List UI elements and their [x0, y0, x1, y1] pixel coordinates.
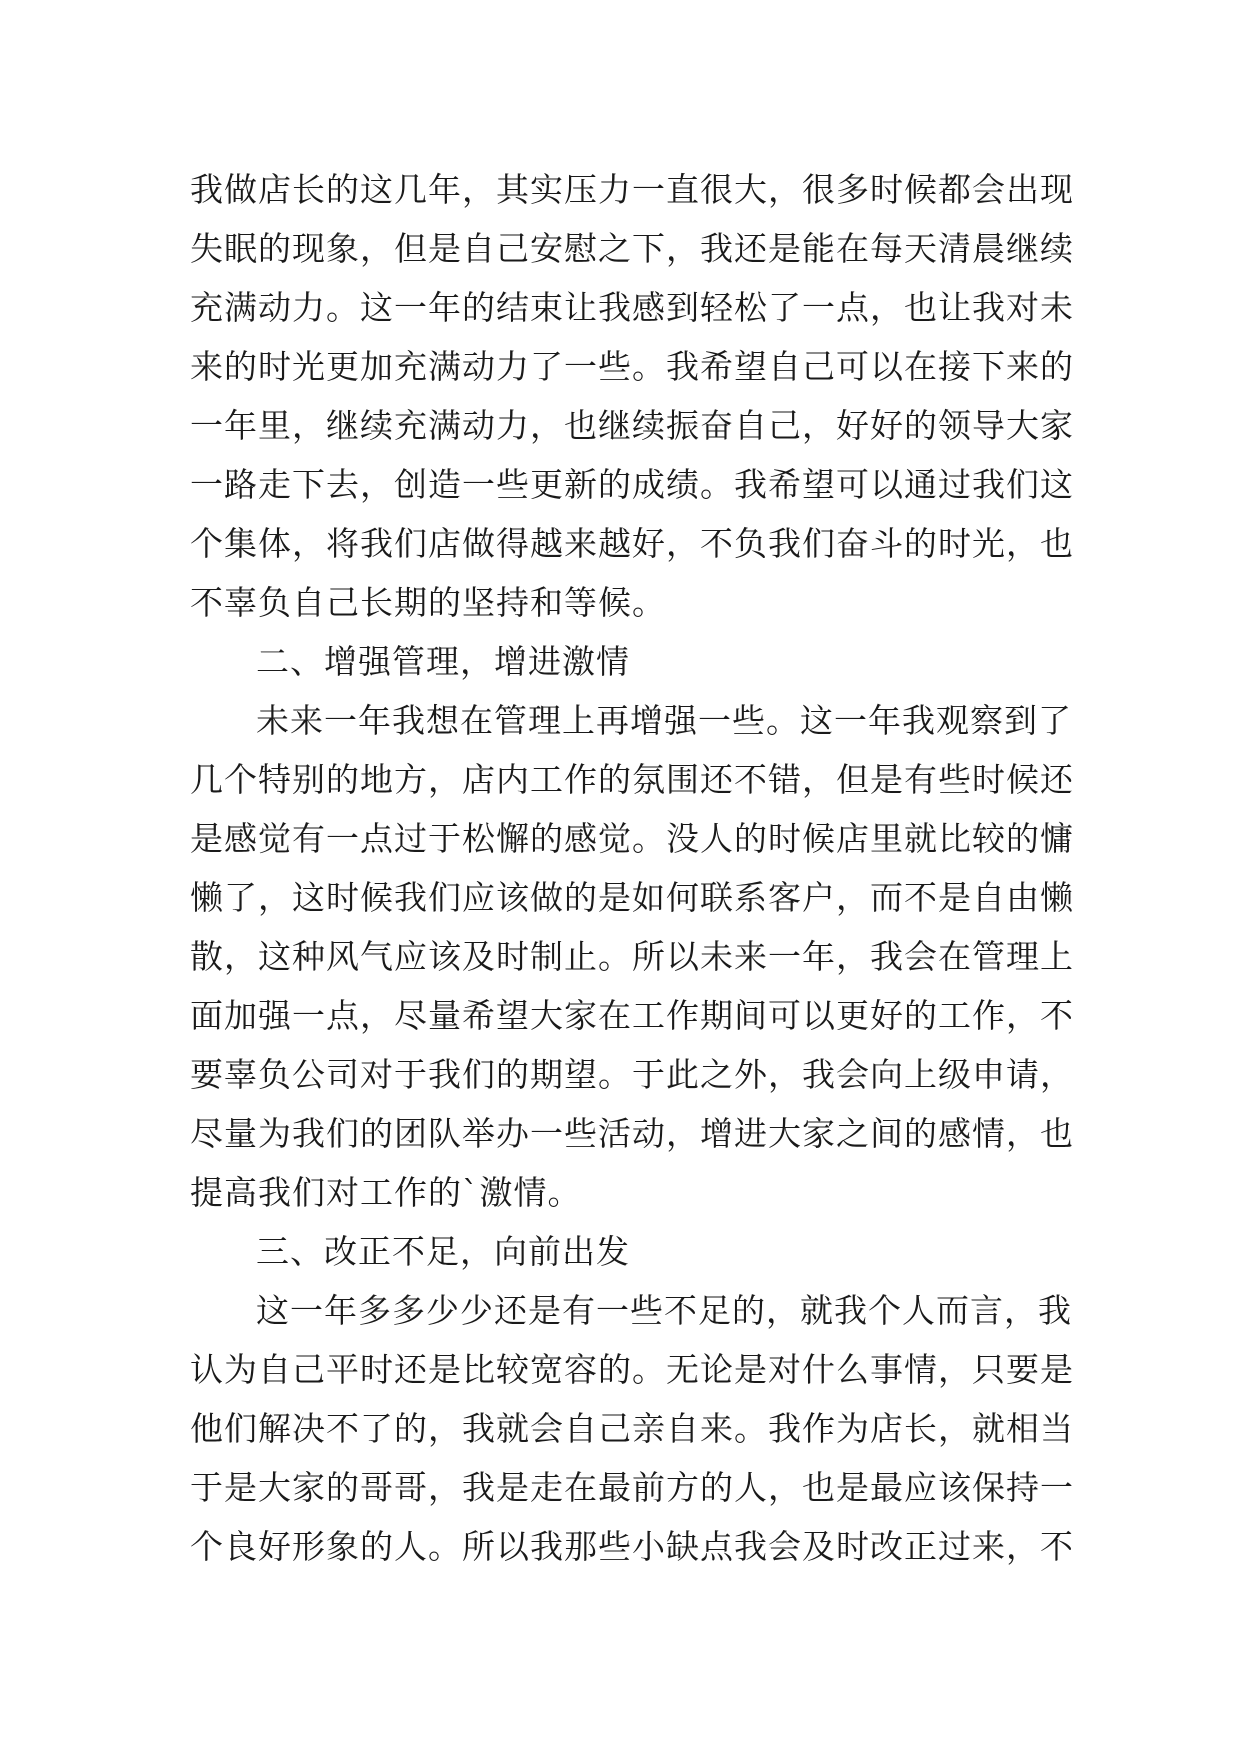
- paragraph-1: [190, 160, 1074, 632]
- heading-text: 二、增强管理，增进激情: [256, 642, 630, 681]
- paragraph-line: 失眠的现象，但是自己安慰之下，我还是能在每天清晨继续: [190, 229, 1074, 268]
- paragraph-line: 我做店长的这几年，其实压力一直很大，很多时候都会出现: [190, 170, 1074, 209]
- paragraph-2: [190, 691, 1074, 1222]
- paragraph-line: 几个特别的地方，店内工作的氛围还不错，但是有些时候还: [190, 760, 1074, 799]
- heading-text: 三、改正不足，向前出发: [256, 1232, 630, 1271]
- paragraph-line: 未来一年我想在管理上再增强一些。这一年我观察到了: [256, 701, 1072, 740]
- section-heading-3: [190, 1222, 1070, 1281]
- paragraph-line: 于是大家的哥哥，我是走在最前方的人，也是最应该保持一: [190, 1468, 1074, 1507]
- paragraph-line: 个集体，将我们店做得越来越好，不负我们奋斗的时光，也: [190, 524, 1074, 563]
- paragraph-line: 这一年多多少少还是有一些不足的，就我个人而言，我: [256, 1291, 1072, 1330]
- paragraph-line: 充满动力。这一年的结束让我感到轻松了一点，也让我对未: [190, 288, 1074, 327]
- paragraph-line: 认为自己平时还是比较宽容的。无论是对什么事情，只要是: [190, 1350, 1074, 1389]
- paragraph-line: 一路走下去，创造一些更新的成绩。我希望可以通过我们这: [190, 465, 1074, 504]
- paragraph-line: 懒了，这时候我们应该做的是如何联系客户，而不是自由懒: [190, 878, 1074, 917]
- paragraph-line: 提高我们对工作的`激情。: [190, 1173, 582, 1212]
- paragraph-line: 尽量为我们的团队举办一些活动，增进大家之间的感情，也: [190, 1114, 1074, 1153]
- paragraph-line: 是感觉有一点过于松懈的感觉。没人的时候店里就比较的慵: [190, 819, 1074, 858]
- paragraph-line: 不辜负自己长期的坚持和等候。: [190, 583, 666, 622]
- paragraph-line: 要辜负公司对于我们的期望。于此之外，我会向上级申请，: [190, 1055, 1074, 1094]
- paragraph-line: 散，这种风气应该及时制止。所以未来一年，我会在管理上: [190, 937, 1074, 976]
- section-heading-2: [190, 632, 1070, 691]
- paragraph-line: 一年里，继续充满动力，也继续振奋自己，好好的领导大家: [190, 406, 1074, 445]
- paragraph-line: 个良好形象的人。所以我那些小缺点我会及时改正过来，不: [190, 1527, 1074, 1566]
- paragraph-line: 来的时光更加充满动力了一些。我希望自己可以在接下来的: [190, 347, 1074, 386]
- document-body: [190, 160, 1074, 1576]
- paragraph-3: [190, 1281, 1074, 1576]
- paragraph-line: 面加强一点，尽量希望大家在工作期间可以更好的工作，不: [190, 996, 1074, 1035]
- paragraph-line: 他们解决不了的，我就会自己亲自来。我作为店长，就相当: [190, 1409, 1074, 1448]
